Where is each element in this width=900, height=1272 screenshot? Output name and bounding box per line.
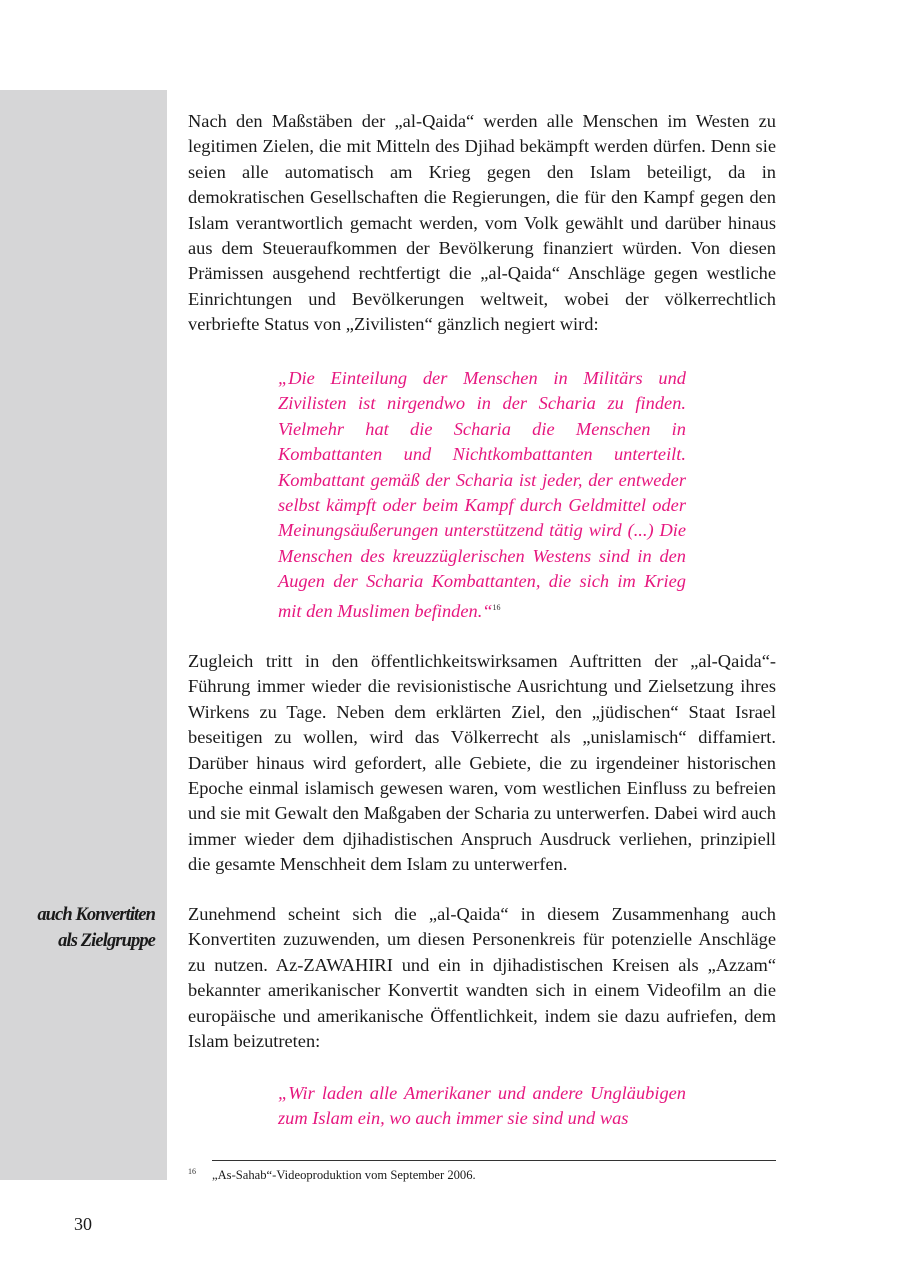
footnote-ref: 16: [492, 602, 501, 612]
paragraph-3: Zunehmend scheint sich die „al-Qaida“ in diesem Zusammenhang auch Konvertiten zuzuwenden, um diesen Personenkreis für potenzielle Anschläge zu nutzen. Az-ZAWAHIRI und ein in djihadistischen Kreisen als „Azzam“ bekannter amerikanischer Konvertit wandten sich in einem Videofilm an die europäische und amerikanische Öffentlichkeit, indem sie dazu aufriefen, dem Islam beizutreten:: [188, 904, 776, 1052]
margin-note: [0, 902, 155, 954]
quote-1: [278, 366, 686, 624]
footnote-text: „As-Sahab“-Videoproduktion vom September 2006.: [212, 1168, 476, 1182]
paragraph-2: Zugleich tritt in den öffentlichkeitswirksamen Auftritten der „al-Qaida“-Führung immer wieder die revisionistische Ausrichtung und Zielsetzung ihres Wirkens zu Tage. Neben dem erklärten Ziel, den „jüdischen“ Staat Israel beseitigen zu wollen, wird das Völkerrecht als „unislamisch“ diffamiert. Darüber hinaus wird gefordert, alle Gebiete, die zu irgendeiner historischen Epoche einmal islamisch gewesen waren, vom westlichen Einfluss zu befreien und sie mit Gewalt den Maßgaben der Scharia zu unterwerfen. Dabei wird auch immer wieder dem djihadistischen Anspruch Ausdruck verliehen, prinzipiell die gesamte Menschheit dem Islam zu unterwerfen.: [188, 651, 776, 875]
margin-note-line-2: als Zielgruppe: [58, 931, 155, 951]
footnote-number: 16: [188, 1167, 196, 1176]
page-number: 30: [74, 1214, 92, 1234]
margin-sidebar: [0, 90, 167, 1180]
quote-1-text: „Die Einteilung der Menschen in Militärs und Zivilisten ist nirgendwo in der Scharia zu finden. Vielmehr hat die Scharia die Menschen in Kombattanten und Nichtkombattanten unterteilt. Kombattant gemäß der Scharia ist jeder, der entweder selbst kämpft oder beim Kampf durch Geldmittel oder Meinungsäußerungen unterstützend tätig wird (...) Die Menschen des kreuzzüglerischen Westens sind in den Augen der Scharia Kombattanten, die sich im Krieg mit den Muslimen befinden.“: [278, 368, 686, 621]
paragraph-1: Nach den Maßstäben der „al-Qaida“ werden alle Menschen im Westen zu legitimen Zielen, die mit Mitteln des Djihad bekämpft werden dürfen. Denn sie seien alle automatisch am Krieg gegen den Islam beteiligt, da in demokratischen Gesellschaften die Regierungen, die für den Kampf gegen den Islam verantwortlich gemacht werden, vom Volk gewählt und darüber hinaus aus dem Steueraufkommen der Bevölkerung finanziert würden. Von diesen Prämissen ausgehend rechtfertigt die „al-Qaida“ Anschläge gegen westliche Einrichtungen und Bevölkerungen weltweit, wobei der völkerrechtlich verbriefte Status von „Zivilisten“ gänzlich negiert wird:: [188, 111, 776, 335]
margin-note-line-1: auch Konvertiten: [37, 905, 155, 925]
quote-2: „Wir laden alle Amerikaner und andere Ungläubigen zum Islam ein, wo auch immer sie sind und was: [278, 1083, 686, 1129]
footnote-divider: [212, 1160, 776, 1161]
